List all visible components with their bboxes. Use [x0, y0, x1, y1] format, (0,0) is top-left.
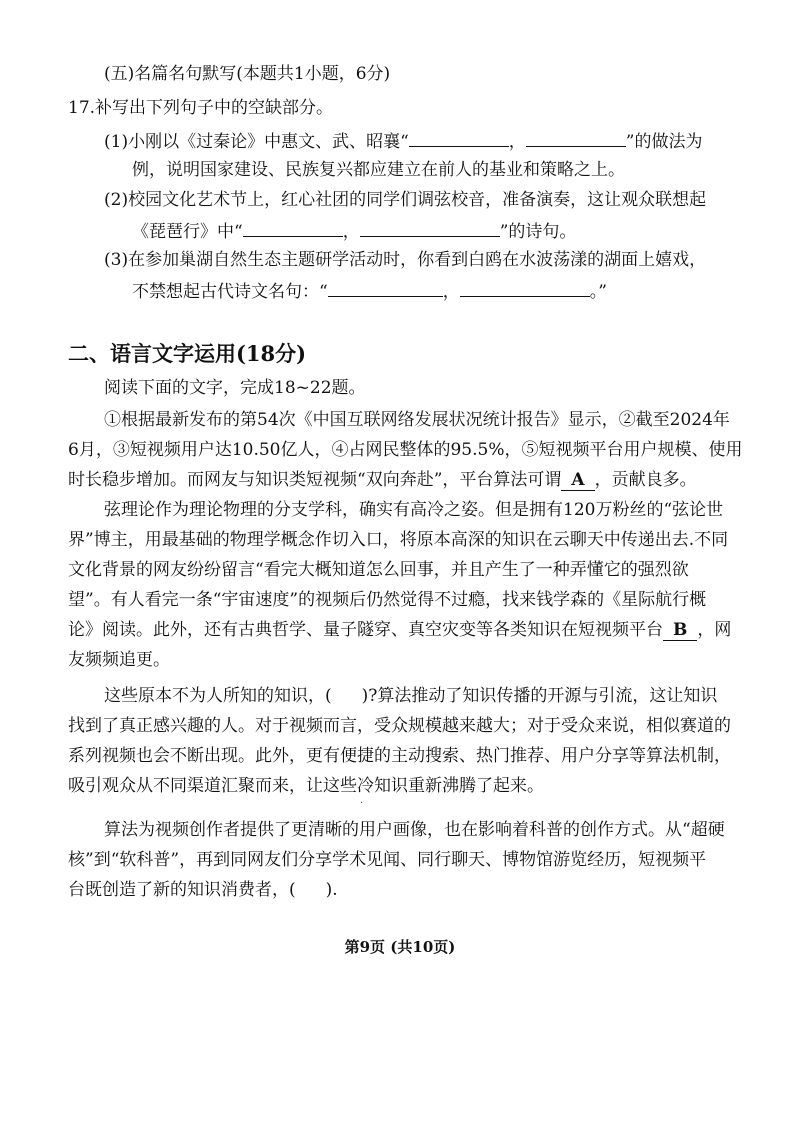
q17-item3-text-b: 。”	[589, 282, 607, 302]
passage-p4-line1: 算法为视频创作者提供了更清晰的用户画像，也在影响着科普的创作方式。从“超硬	[104, 820, 725, 840]
q17-item3-text-a: 不禁想起古代诗文名句：“	[132, 282, 328, 302]
section2-title: 二、语言文字运用(18分)	[68, 341, 307, 366]
q17-item1-line1	[104, 128, 702, 154]
answer-blank-A[interactable]: A	[561, 470, 594, 491]
q17-item1-line2: 例，说明国家建设、民族复兴都应建立在前人的基业和策略之上。	[132, 160, 625, 180]
section2-instruction: 阅读下面的文字，完成18~22题。	[104, 378, 366, 398]
q17-item1-text-b: ”的做法为	[625, 132, 703, 152]
passage-p2-line5-b: ，网	[697, 620, 732, 640]
answer-blank-2[interactable]	[526, 128, 626, 147]
answer-blank-1[interactable]	[409, 128, 509, 147]
q17-item2-sep: ，	[342, 222, 360, 242]
passage-p3-line4: 吸引观众从不同渠道汇聚而来，让这些冷知识重新沸腾了起来。	[68, 776, 544, 796]
passage-p3-line3: 系列视频也会不断出现。此外，更有便捷的主动搜索、热门推荐、用户分享等算法机制，	[68, 746, 731, 766]
passage-p1-line2: 6月，③短视频用户达10.50亿人，④占网民整体的95.5%，⑤短视频平台用户规模、使用	[68, 440, 743, 460]
passage-p2-line5-a: 论》阅读。此外，还有古典哲学、量子隧穿、真空灾变等各类知识在短视频平台	[68, 620, 663, 640]
passage-p1-line3	[68, 468, 697, 492]
passage-p2-line2: 界”博主，用最基础的物理学概念作切入口，将原本高深的知识在云聊天中传递出去.不同	[68, 530, 729, 550]
q17-item2-text-a: 《琵琶行》中“	[132, 222, 243, 242]
page-footer: 第9页 (共10页)	[344, 938, 456, 956]
q17-item2-text-b: ”的诗句。	[499, 222, 577, 242]
passage-p2-line3: 文化背景的网友纷纷留言“看完大概知道怎么回事，并且产生了一种弄懂它的强烈欲	[68, 560, 689, 580]
passage-p4-line2: 核”到“软科普”，再到同网友们分享学术见闻、同行聊天、博物馆游览经历，短视频平	[68, 850, 707, 870]
answer-blank-4[interactable]	[360, 218, 500, 237]
passage-p2-line5	[68, 618, 731, 642]
passage-p2-line4: 望”。有人看完一条“宇宙速度”的视频后仍然觉得不过瘾，找来钱学森的《星际航行概	[68, 590, 707, 610]
q17-item3-sep: ，	[442, 282, 460, 302]
answer-blank-5[interactable]	[328, 278, 443, 297]
passage-p2-line6: 友频频追更。	[68, 650, 170, 670]
q17-item2-line1: (2)校园文化艺术节上，红心社团的同学们调弦校音，准备演奏，这让观众联想起	[104, 190, 707, 210]
passage-p1-line3-b: ，贡献良多。	[594, 470, 697, 490]
ink-dot: ·	[360, 798, 364, 809]
passage-p1-line3-a: 时长稳步增加。而网友与知识类短视频“双向奔赴”，平台算法可谓	[68, 470, 562, 490]
answer-blank-B[interactable]: B	[663, 620, 697, 641]
q17-item3-line1: (3)在参加巢湖自然生态主题研学活动时，你看到白鸥在水波荡漾的湖面上嬉戏，	[104, 250, 707, 270]
passage-p3-line1	[104, 684, 717, 708]
section5-header: (五)名篇名句默写(本题共1小题，6分)	[104, 64, 391, 84]
passage-p4-line3-b: ).	[325, 880, 338, 900]
q17-item1-text-a: (1)小刚以《过秦论》中惠文、武、昭襄“	[104, 132, 409, 152]
q17-item1-sep: ，	[508, 132, 526, 152]
passage-p4-line3-a: 台既创造了新的知识消费者，(	[68, 880, 296, 900]
passage-p4-line3	[68, 878, 338, 902]
passage-p3-line1-b: )?算法推动了知识传播的开源与引流，这让知识	[361, 686, 718, 706]
answer-blank-3[interactable]	[243, 218, 343, 237]
q17-item2-line2	[132, 218, 576, 244]
passage-p1-line1: ①根据最新发布的第54次《中国互联网络发展状况统计报告》显示，②截至2024年	[104, 410, 730, 430]
q17-stem: 17.补写出下列句子中的空缺部分。	[68, 98, 334, 118]
q17-item3-line2	[132, 278, 607, 304]
passage-p2-line1: 弦理论作为理论物理的分支学科，确实有高冷之姿。但是拥有120万粉丝的“弦论世	[104, 500, 724, 520]
passage-p3-line1-a: 这些原本不为人所知的知识，(	[104, 686, 332, 706]
answer-blank-6[interactable]	[460, 278, 590, 297]
passage-p3-line2: 找到了真正感兴趣的人。对于视频而言，受众规模越来越大；对于受众来说，相似赛道的	[68, 716, 731, 736]
